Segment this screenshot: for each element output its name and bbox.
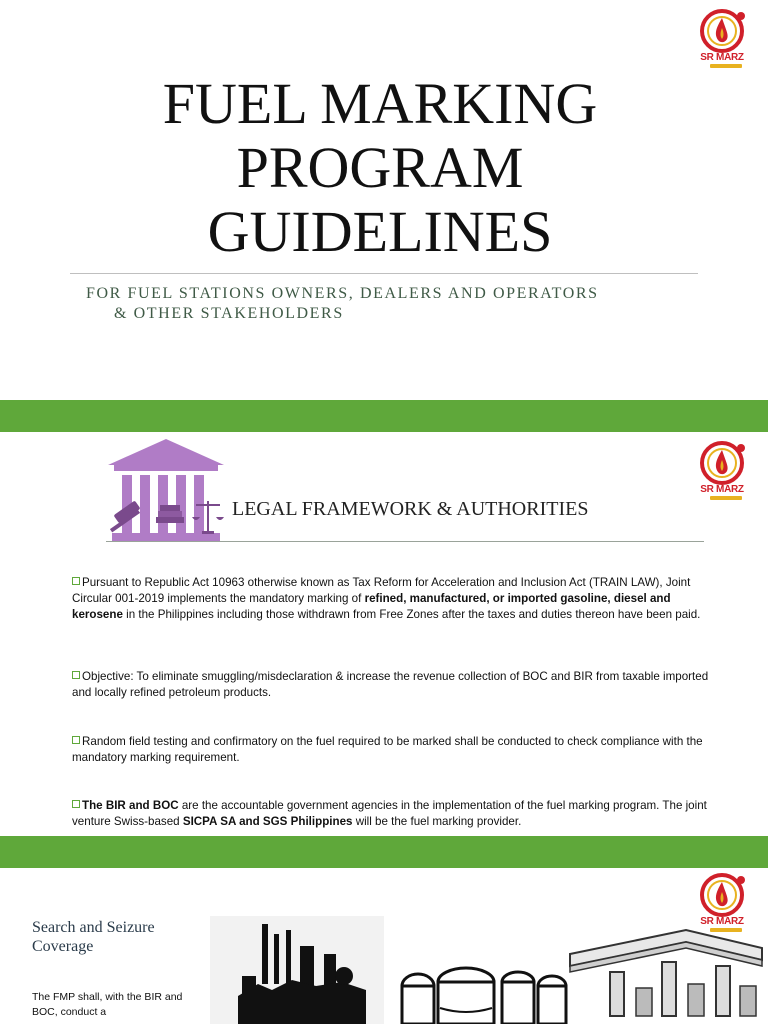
slide-separator-band	[0, 836, 768, 868]
body-text: The FMP shall, with the BIR and BOC, conduct a	[32, 991, 183, 1018]
bullet-checkbox-icon	[72, 577, 80, 585]
logo-tagline	[710, 64, 742, 68]
subtitle-line-2: & OTHER STAKEHOLDERS	[114, 305, 344, 322]
bullet-checkbox-icon	[72, 671, 80, 679]
refinery-icon	[232, 924, 372, 1024]
logo-tagline	[710, 496, 742, 500]
title-line-3: GUIDELINES	[207, 199, 553, 264]
logo-text: SR MARZ	[700, 52, 744, 63]
bullet-item: Pursuant to Republic Act 10963 otherwise known as Tax Reform for Acceleration and Inclusion Act (TRAIN LAW), Joint Circular 001-2019 implements the mandatory marking of refined, manufactured, or imported gasoline, diesel and kerosene in the Philippines including those withdrawn from Free Zones after the taxes and duties thereon have been paid.	[72, 576, 701, 621]
section-heading: LEGAL FRAMEWORK & AUTHORITIES	[232, 498, 589, 520]
bullet-item: The BIR and BOC are the accountable government agencies in the implementation of the fuel marking program. The joint venture Swiss-based SICPA SA and SGS Philippines will be the fuel marking provider.	[72, 799, 707, 828]
title-line-1: FUEL MARKING	[162, 71, 598, 136]
logo-flame-icon	[692, 8, 752, 54]
slide-separator-band	[0, 400, 768, 432]
sr-marz-logo	[692, 872, 752, 934]
bullet-item: Random field testing and confirmatory on the fuel required to be marked shall be conducted to check compliance with the mandatory marking requirement.	[72, 735, 703, 764]
logo-text: SR MARZ	[700, 484, 744, 495]
bullet-checkbox-icon	[72, 736, 80, 744]
slide-title	[0, 0, 768, 400]
bullet-checkbox-icon	[72, 800, 80, 808]
storage-tanks-icon	[400, 962, 568, 1024]
title-divider	[70, 273, 698, 274]
books-icon	[156, 505, 184, 523]
logo-text: SR MARZ	[700, 916, 744, 927]
subtitle	[86, 284, 726, 324]
heading-divider	[106, 541, 704, 542]
bullet-item: Objective: To eliminate smuggling/misdeclaration & increase the revenue collection of BOC and BIR from taxable imported and locally refined petroleum products.	[72, 670, 709, 699]
sr-marz-logo	[692, 440, 752, 502]
page-title	[60, 72, 700, 264]
section-heading: Search and Seizure Coverage	[32, 919, 155, 955]
logo-flame-icon	[692, 440, 752, 486]
logo-flame-icon	[692, 872, 752, 918]
title-line-2: PROGRAM	[236, 135, 524, 200]
logo-tagline	[710, 928, 742, 932]
subtitle-line-1: FOR FUEL STATIONS OWNERS, DEALERS AND OPERATORS	[86, 285, 599, 302]
courthouse-icon	[104, 437, 228, 543]
sr-marz-logo	[692, 8, 752, 70]
gas-station-icon	[566, 926, 766, 1024]
